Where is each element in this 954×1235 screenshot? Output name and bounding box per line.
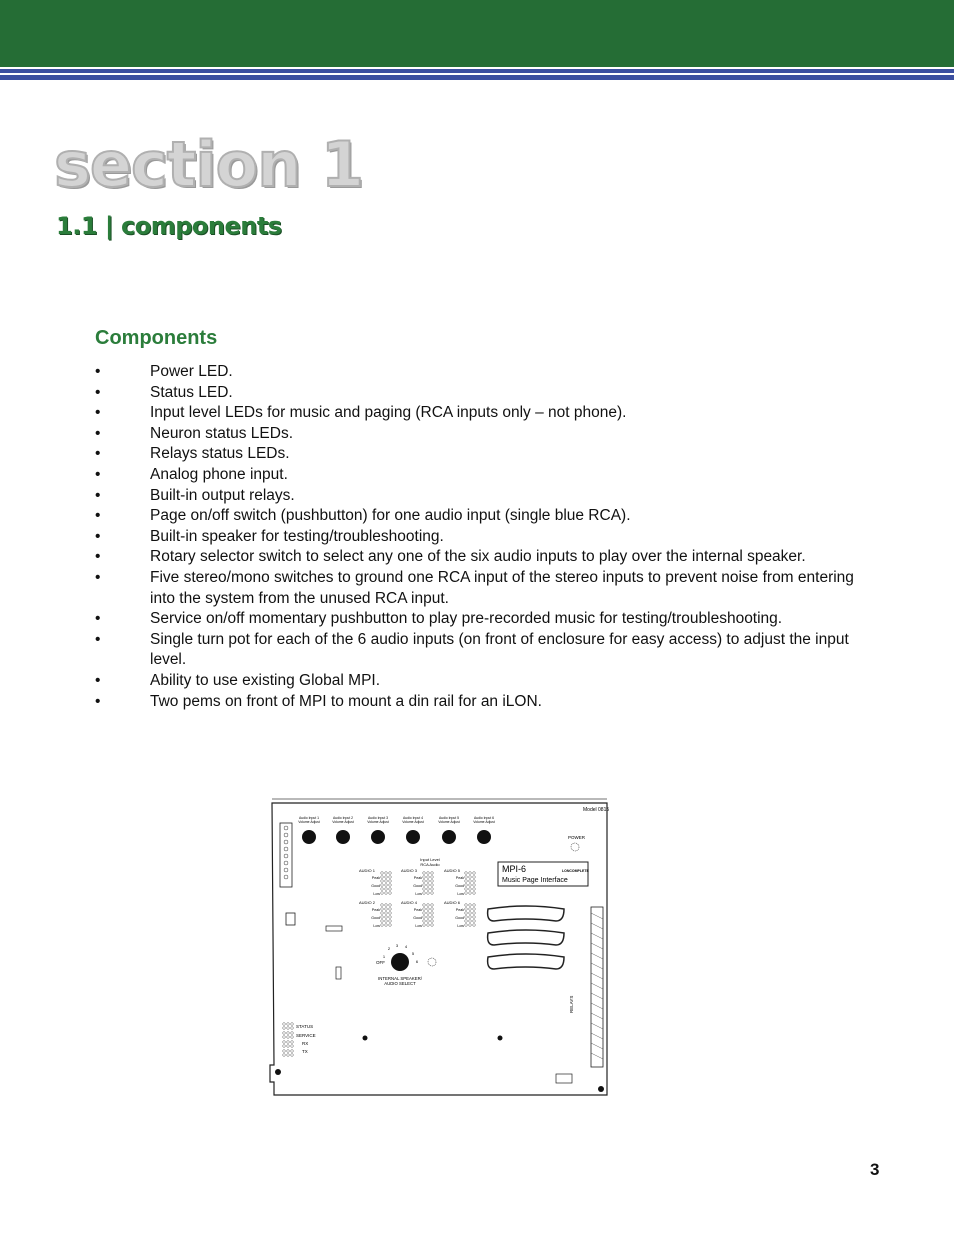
good-label: Good xyxy=(413,916,422,920)
bullet-icon: • xyxy=(95,692,101,710)
din-pem-right xyxy=(498,1036,503,1041)
input-level-label: Input Level xyxy=(420,857,440,862)
list-item-text: Ability to use existing Global MPI. xyxy=(150,671,381,689)
list-item xyxy=(95,630,855,671)
svg-text:5: 5 xyxy=(411,951,415,956)
low-label: Low xyxy=(373,924,380,928)
corner-screw-bottom-right xyxy=(598,1086,604,1092)
svg-text:2: 2 xyxy=(387,946,391,951)
low-label: Low xyxy=(457,924,464,928)
speaker-label-1: INTERNAL SPEAKER/ xyxy=(378,976,422,981)
list-item-text: Neuron status LEDs. xyxy=(150,424,294,442)
low-label: Low xyxy=(457,892,464,896)
peak-label: Peak xyxy=(455,908,464,912)
bullet-icon: • xyxy=(95,383,101,401)
section-title: section 1 xyxy=(54,128,364,201)
svg-text:3: 3 xyxy=(395,943,399,948)
selector-off-label: OFF xyxy=(376,960,385,965)
list-item xyxy=(95,486,855,507)
list-item xyxy=(95,424,855,445)
knob-label-1: Audio Input 1 xyxy=(299,816,319,820)
din-pem-left xyxy=(363,1036,368,1041)
header-rule-bottom xyxy=(0,75,954,80)
list-item-text: Built-in speaker for testing/troubleshooting. xyxy=(150,527,444,545)
mpi6-board-diagram xyxy=(266,795,613,1100)
audio-3-label: AUDIO 3 xyxy=(401,868,418,873)
list-item-text: Page on/off switch (pushbutton) for one audio input (single blue RCA). xyxy=(150,507,631,525)
good-label: Good xyxy=(455,916,464,920)
low-label: Low xyxy=(415,924,422,928)
bullet-icon: • xyxy=(95,404,101,422)
knob-sub-6: Volume Adjust xyxy=(473,820,495,824)
list-item-text: Single turn pot for each of the 6 audio inputs (on front of enclosure for easy access) to adjust the input level. xyxy=(150,630,849,669)
list-item xyxy=(95,383,855,404)
bullet-icon: • xyxy=(95,507,101,525)
list-item xyxy=(95,465,855,486)
list-item xyxy=(95,403,855,424)
knob-label-6: Audio Input 6 xyxy=(474,816,494,820)
list-item xyxy=(95,671,855,692)
knob-sub-2: Volume Adjust xyxy=(332,820,354,824)
service-label: SERVICE xyxy=(296,1033,316,1038)
list-item-text: Analog phone input. xyxy=(150,465,288,483)
good-label: Good xyxy=(413,884,422,888)
bullet-icon: • xyxy=(95,363,101,380)
rx-label: RX xyxy=(302,1041,309,1046)
bullet-icon: • xyxy=(95,445,101,463)
header-band xyxy=(0,0,954,67)
knob-label-3: Audio Input 3 xyxy=(368,816,388,820)
tx-label: TX xyxy=(302,1049,308,1054)
peak-label: Peak xyxy=(413,876,422,880)
good-label: Good xyxy=(371,884,380,888)
model-label: Model 0815 xyxy=(583,807,610,813)
page-number: 3 xyxy=(870,1160,880,1179)
list-item xyxy=(95,444,855,465)
knob-sub-3: Volume Adjust xyxy=(367,820,389,824)
svg-text:6: 6 xyxy=(415,959,419,964)
knob-label-5: Audio Input 5 xyxy=(439,816,459,820)
status-label: STATUS xyxy=(296,1024,314,1029)
list-item xyxy=(95,506,855,527)
audio-5-label: AUDIO 5 xyxy=(444,868,461,873)
peak-label: Peak xyxy=(371,876,380,880)
knob-3 xyxy=(371,830,385,844)
svg-text:4: 4 xyxy=(404,944,408,949)
knob-4 xyxy=(406,830,420,844)
bullet-icon: • xyxy=(95,671,101,689)
rca-audio-label: RCA Audio xyxy=(420,862,440,867)
list-item-text: Five stereo/mono switches to ground one RCA input of the stereo inputs to prevent noise from entering into the system from the unused RCA input. xyxy=(150,568,854,607)
product-name: MPI-6 xyxy=(502,864,527,874)
list-item-text: Two pems on front of MPI to mount a din rail for an iLON. xyxy=(150,692,542,710)
bullet-icon: • xyxy=(95,527,101,545)
good-label: Good xyxy=(455,884,464,888)
knob-6 xyxy=(477,830,491,844)
list-item-text: Power LED. xyxy=(150,363,233,380)
knob-label-4: Audio Input 4 xyxy=(403,816,423,820)
good-label: Good xyxy=(371,916,380,920)
power-label: POWER xyxy=(568,835,586,840)
board-outline xyxy=(270,803,610,1095)
components-list xyxy=(95,362,855,712)
bullet-icon: • xyxy=(95,465,101,483)
knob-label-2: Audio Input 2 xyxy=(333,816,353,820)
bullet-icon: • xyxy=(95,568,101,586)
list-item-text: Relays status LEDs. xyxy=(150,445,290,463)
list-item-text: Built-in output relays. xyxy=(150,486,295,504)
list-item xyxy=(95,568,855,609)
list-item xyxy=(95,547,855,568)
svg-text:1: 1 xyxy=(382,954,386,959)
subsection-title: 1.1 | components xyxy=(56,212,282,240)
bullet-icon: • xyxy=(95,630,101,648)
low-label: Low xyxy=(373,892,380,896)
audio-4-label: AUDIO 4 xyxy=(401,900,418,905)
low-label: Low xyxy=(415,892,422,896)
peak-label: Peak xyxy=(413,908,422,912)
corner-screw-bottom-left xyxy=(275,1069,281,1075)
components-heading: Components xyxy=(95,327,218,349)
peak-label: Peak xyxy=(371,908,380,912)
list-item-text: Rotary selector switch to select any one of the six audio inputs to play over the internal speaker. xyxy=(150,548,806,566)
bullet-icon: • xyxy=(95,486,101,504)
header-rule-top xyxy=(0,69,954,73)
audio-6-label: AUDIO 6 xyxy=(444,900,461,905)
list-item xyxy=(95,609,855,630)
knob-5 xyxy=(442,830,456,844)
list-item xyxy=(95,362,855,383)
knob-sub-1: Volume Adjust xyxy=(298,820,320,824)
bullet-icon: • xyxy=(95,610,101,628)
speaker-label-2: AUDIO SELECT xyxy=(384,981,416,986)
list-item-text: Input level LEDs for music and paging (RCA inputs only – not phone). xyxy=(150,404,627,422)
list-item-text: Service on/off momentary pushbutton to play pre-recorded music for testing/troubleshooting. xyxy=(150,610,783,628)
list-item xyxy=(95,527,855,548)
list-item xyxy=(95,692,855,713)
relays-label: RELAYS xyxy=(569,995,574,1013)
knob-2 xyxy=(336,830,350,844)
audio-1-label: AUDIO 1 xyxy=(359,868,376,873)
knob-sub-5: Volume Adjust xyxy=(438,820,460,824)
product-subtitle: Music Page Interface xyxy=(502,877,568,884)
audio-2-label: AUDIO 2 xyxy=(359,900,376,905)
list-item-text: Status LED. xyxy=(150,383,233,401)
product-brand: LONCOMPLETE xyxy=(562,869,589,873)
knob-1 xyxy=(302,830,316,844)
audio-select-knob xyxy=(391,953,409,971)
bullet-icon: • xyxy=(95,548,101,566)
knob-sub-4: Volume Adjust xyxy=(402,820,424,824)
bullet-icon: • xyxy=(95,424,101,442)
peak-label: Peak xyxy=(455,876,464,880)
